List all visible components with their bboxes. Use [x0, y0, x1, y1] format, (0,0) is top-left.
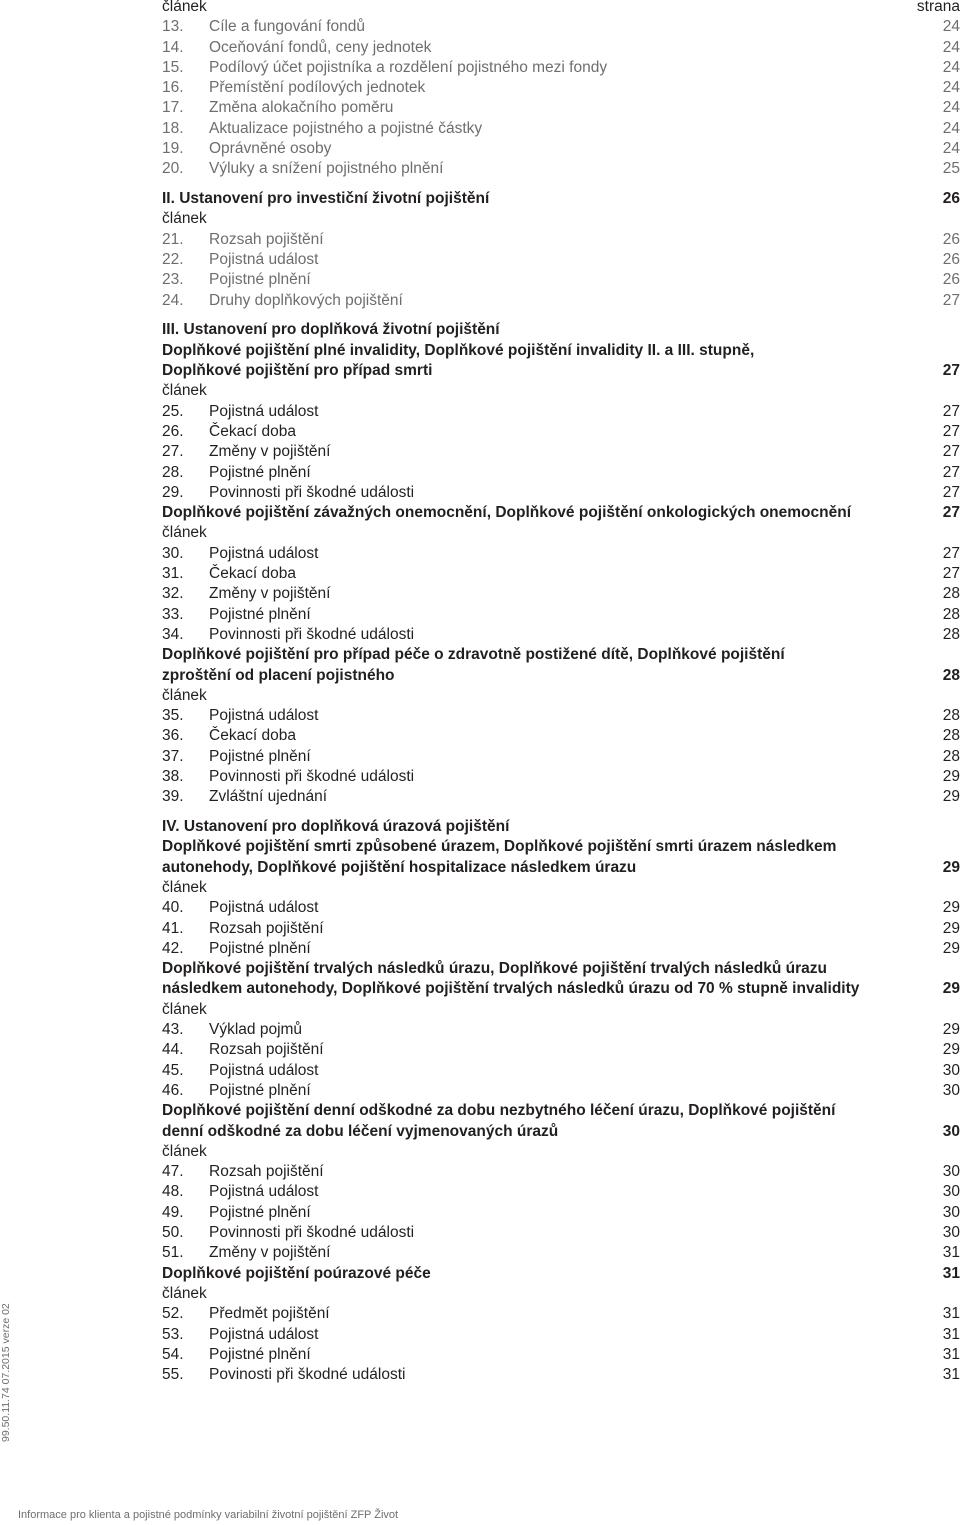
toc-entry-number: 26. — [162, 422, 184, 440]
toc-entry-page: 29 — [942, 767, 960, 785]
toc-entry-label: Pojistná událost — [209, 251, 319, 269]
toc-entry-label: Rozsah pojištění — [209, 1041, 324, 1059]
section-heading-label: Doplňkové pojištění smrti způsobené úrazem, Doplňkové pojištění smrti úrazem následkem — [162, 838, 837, 856]
column-head-article: článek — [162, 382, 207, 400]
column-head-row — [162, 381, 960, 401]
toc-entry-label: Podílový účet pojistníka a rozdělení pojistného mezi fondy — [209, 58, 608, 76]
toc-entry-page: 29 — [942, 1041, 960, 1059]
toc-entry-page: 31 — [942, 1305, 960, 1323]
toc-entry-label: Předmět pojištění — [209, 1305, 330, 1323]
toc-entry — [162, 1345, 960, 1365]
toc-entry-number: 22. — [162, 251, 184, 269]
toc-entry — [162, 17, 960, 37]
section-heading-label: Doplňkové pojištění závažných onemocnění, Doplňkové pojištění onkologických onemocnění — [162, 504, 852, 522]
toc-entry-number: 55. — [162, 1366, 184, 1384]
toc-entry-label: Pojistné plnění — [209, 605, 311, 623]
toc-entry-number: 16. — [162, 79, 184, 97]
toc-entry — [162, 564, 960, 584]
section-heading — [162, 666, 960, 686]
toc-entry — [162, 270, 960, 290]
section-heading — [162, 959, 960, 979]
toc-entry-page: 28 — [942, 625, 960, 643]
toc-entry-page: 27 — [942, 422, 960, 440]
toc-entry — [162, 402, 960, 422]
toc-entry-page: 30 — [942, 1224, 960, 1242]
toc-entry-page: 24 — [942, 18, 960, 36]
toc-entry-page: 28 — [942, 585, 960, 603]
toc-entry-page: 26 — [942, 230, 960, 248]
toc-entry — [162, 939, 960, 959]
section-heading-page: 27 — [942, 504, 960, 522]
toc-entry-number: 39. — [162, 788, 184, 806]
toc-entry — [162, 767, 960, 787]
column-head-row — [162, 1142, 960, 1162]
toc-entry-number: 27. — [162, 443, 184, 461]
section-heading-label: zproštění od placení pojistného — [162, 666, 395, 684]
toc-entry — [162, 1061, 960, 1081]
toc-entry-label: Změny v pojištění — [209, 1244, 331, 1262]
toc-entry — [162, 291, 960, 311]
toc-entry — [162, 605, 960, 625]
toc-entry — [162, 119, 960, 139]
section-heading — [162, 1122, 960, 1142]
toc-entry — [162, 706, 960, 726]
toc-entry-page: 29 — [942, 939, 960, 957]
section-heading — [162, 1264, 960, 1284]
toc-entry-number: 43. — [162, 1021, 184, 1039]
toc-entry-number: 44. — [162, 1041, 184, 1059]
toc-entry-number: 36. — [162, 727, 184, 745]
column-head-row — [162, 209, 960, 229]
toc-entry-label: Změny v pojištění — [209, 585, 331, 603]
toc-entry — [162, 544, 960, 564]
toc-entry — [162, 1040, 960, 1060]
toc-entry — [162, 1325, 960, 1345]
toc-entry-page: 26 — [942, 251, 960, 269]
toc-entry-label: Oprávněné osoby — [209, 140, 332, 158]
toc-entry-page: 24 — [942, 58, 960, 76]
toc-entry-page: 25 — [942, 160, 960, 178]
document-code: 99.50.11.74 07.2015 verze 02 — [0, 1303, 12, 1442]
toc-entry-label: Cíle a fungování fondů — [209, 18, 365, 36]
section-heading-label: III. Ustanovení pro doplňková životní pojištění — [162, 321, 500, 339]
toc-entry-number: 25. — [162, 402, 184, 420]
toc-entry-page: 30 — [942, 1203, 960, 1221]
toc-entry-number: 50. — [162, 1224, 184, 1242]
toc-entry-label: Změny v pojištění — [209, 443, 331, 461]
section-heading-label: Doplňkové pojištění pro případ péče o zdravotně postižené dítě, Doplňkové pojištění — [162, 646, 785, 664]
toc-entry-page: 27 — [942, 291, 960, 309]
toc-entry-label: Výklad pojmů — [209, 1021, 303, 1039]
section-gap — [162, 808, 960, 818]
section-heading — [162, 320, 960, 340]
toc-entry-label: Pojistná událost — [209, 1325, 319, 1343]
toc-entry — [162, 250, 960, 270]
column-head-page: strana — [916, 0, 960, 15]
toc-entry-label: Pojistné plnění — [209, 747, 311, 765]
toc-entry-label: Aktualizace pojistného a pojistné částky — [209, 119, 483, 137]
section-heading-page: 29 — [942, 980, 960, 998]
toc-entry-label: Pojistné plnění — [209, 939, 311, 957]
toc-entry-label: Oceňování fondů, ceny jednotek — [209, 38, 432, 56]
toc-entry-label: Čekací doba — [209, 565, 297, 583]
toc-entry-page: 31 — [942, 1345, 960, 1363]
toc-entry-label: Čekací doba — [209, 422, 297, 440]
toc-entry-label: Zvláštní ujednání — [209, 788, 328, 806]
toc-entry-number: 53. — [162, 1325, 184, 1343]
column-head-article: článek — [162, 524, 207, 542]
toc-entry — [162, 747, 960, 767]
column-head-row — [162, 878, 960, 898]
toc-entry-page: 24 — [942, 99, 960, 117]
toc-entry — [162, 1304, 960, 1324]
toc-entry — [162, 442, 960, 462]
toc-entry-label: Přemístění podílových jednotek — [209, 79, 426, 97]
section-heading-page: 27 — [942, 362, 960, 380]
toc-entry-number: 42. — [162, 939, 184, 957]
toc-entry-page: 27 — [942, 463, 960, 481]
section-heading-label: Doplňkové pojištění trvalých následků úrazu, Doplňkové pojištění trvalých následků úrazu — [162, 960, 827, 978]
toc-entry-page: 29 — [942, 788, 960, 806]
toc-entry-label: Povinnosti při škodné události — [209, 625, 415, 643]
toc-entry — [162, 1365, 960, 1385]
toc-entry-page: 28 — [942, 727, 960, 745]
toc-entry-label: Pojistná událost — [209, 402, 319, 420]
section-heading-page: 31 — [942, 1264, 960, 1282]
toc-entry-number: 17. — [162, 99, 184, 117]
toc-entry-number: 45. — [162, 1061, 184, 1079]
column-head-article: článek — [162, 1142, 207, 1160]
toc-entry-number: 15. — [162, 58, 184, 76]
toc-entry-label: Povinnosti při škodné události — [209, 1224, 415, 1242]
column-head-article: článek — [162, 1000, 207, 1018]
toc-entry — [162, 98, 960, 118]
toc-entry — [162, 1182, 960, 1202]
toc-entry-number: 13. — [162, 18, 184, 36]
column-head-article: článek — [162, 0, 207, 15]
section-heading-page: 30 — [942, 1122, 960, 1140]
toc-entry-number: 14. — [162, 38, 184, 56]
toc-entry-number: 34. — [162, 625, 184, 643]
toc-entry — [162, 787, 960, 807]
toc-entry — [162, 38, 960, 58]
column-head-row — [162, 686, 960, 706]
column-head-row — [162, 1000, 960, 1020]
section-gap — [162, 180, 960, 190]
section-heading-label: II. Ustanovení pro investiční životní pojištění — [162, 190, 490, 208]
section-heading — [162, 1101, 960, 1121]
column-head-article: článek — [162, 1284, 207, 1302]
column-head-article: článek — [162, 210, 207, 228]
toc-entry-label: Čekací doba — [209, 727, 297, 745]
section-heading — [162, 837, 960, 857]
section-heading-label: Doplňkové pojištění plné invalidity, Doplňkové pojištění invalidity II. a III. stupně, — [162, 341, 755, 359]
toc-entry-label: Povinnosti při škodné události — [209, 483, 415, 501]
toc-entry — [162, 78, 960, 98]
column-head-row — [162, 1284, 960, 1304]
toc-entry-page: 24 — [942, 38, 960, 56]
toc-entry-number: 24. — [162, 291, 184, 309]
toc-entry-page: 27 — [942, 544, 960, 562]
toc-entry-number: 41. — [162, 919, 184, 937]
toc-entry-number: 29. — [162, 483, 184, 501]
toc-entry-label: Pojistné plnění — [209, 1081, 311, 1099]
toc-entry-number: 28. — [162, 463, 184, 481]
toc-entry-label: Změna alokačního poměru — [209, 99, 394, 117]
column-head-article: článek — [162, 686, 207, 704]
toc-entry-page: 24 — [942, 79, 960, 97]
toc-entry-number: 35. — [162, 707, 184, 725]
toc-entry-label: Pojistná událost — [209, 899, 319, 917]
section-heading — [162, 503, 960, 523]
section-heading — [162, 361, 960, 381]
toc-entry — [162, 463, 960, 483]
toc-entry-label: Pojistné plnění — [209, 463, 311, 481]
toc-entry-page: 31 — [942, 1325, 960, 1343]
toc-entry — [162, 898, 960, 918]
toc-entry-label: Povinosti při škodné události — [209, 1366, 406, 1384]
toc-entry-number: 54. — [162, 1345, 184, 1363]
toc-entry-number: 49. — [162, 1203, 184, 1221]
toc-entry — [162, 159, 960, 179]
section-heading — [162, 817, 960, 837]
toc-entry-page: 30 — [942, 1061, 960, 1079]
toc-entry-label: Pojistná událost — [209, 1061, 319, 1079]
section-gap — [162, 311, 960, 321]
toc-entry-page: 29 — [942, 899, 960, 917]
toc-entry — [162, 483, 960, 503]
toc-entry-number: 38. — [162, 767, 184, 785]
toc-entry — [162, 230, 960, 250]
toc-entry-label: Rozsah pojištění — [209, 230, 324, 248]
section-heading-label: Doplňkové pojištění denní odškodné za dobu nezbytného léčení úrazu, Doplňkové pojištění — [162, 1102, 836, 1120]
toc-entry-number: 52. — [162, 1305, 184, 1323]
toc-entry-label: Rozsah pojištění — [209, 919, 324, 937]
section-heading-page: 26 — [942, 190, 960, 208]
toc-entry-page: 27 — [942, 565, 960, 583]
toc-entry — [162, 1203, 960, 1223]
page-footer: Informace pro klienta a pojistné podmínky variabilní životní pojištění ZFP Život — [18, 1509, 399, 1521]
table-of-contents — [162, 0, 960, 1385]
toc-entry — [162, 422, 960, 442]
toc-entry-page: 30 — [942, 1183, 960, 1201]
toc-entry-page: 28 — [942, 747, 960, 765]
toc-entry-page: 24 — [942, 140, 960, 158]
section-heading-label: IV. Ustanovení pro doplňková úrazová pojištění — [162, 818, 510, 836]
toc-entry-page: 31 — [942, 1244, 960, 1262]
toc-entry — [162, 1162, 960, 1182]
toc-entry-page: 27 — [942, 443, 960, 461]
toc-entry-page: 28 — [942, 605, 960, 623]
section-heading — [162, 189, 960, 209]
toc-entry-page: 30 — [942, 1163, 960, 1181]
toc-entry-label: Výluky a snížení pojistného plnění — [209, 160, 444, 178]
section-heading-label: denní odškodné za dobu léčení vyjmenovaných úrazů — [162, 1122, 559, 1140]
toc-entry-page: 28 — [942, 707, 960, 725]
toc-entry — [162, 1223, 960, 1243]
toc-entry — [162, 1020, 960, 1040]
toc-entry-page: 24 — [942, 119, 960, 137]
toc-entry-number: 40. — [162, 899, 184, 917]
section-heading-label: následkem autonehody, Doplňkové pojištění trvalých následků úrazu od 70 % stupně invalidity — [162, 980, 860, 998]
toc-entry-number: 48. — [162, 1183, 184, 1201]
toc-entry — [162, 1081, 960, 1101]
toc-entry-label: Pojistné plnění — [209, 1203, 311, 1221]
toc-entry-label: Pojistné plnění — [209, 271, 311, 289]
section-heading-page: 28 — [942, 666, 960, 684]
toc-entry-number: 30. — [162, 544, 184, 562]
toc-entry-number: 18. — [162, 119, 184, 137]
toc-entry — [162, 584, 960, 604]
toc-entry-number: 19. — [162, 140, 184, 158]
toc-entry-page: 27 — [942, 483, 960, 501]
toc-entry-page: 31 — [942, 1366, 960, 1384]
toc-entry — [162, 919, 960, 939]
toc-entry-label: Pojistné plnění — [209, 1345, 311, 1363]
toc-entry-page: 30 — [942, 1081, 960, 1099]
toc-entry-number: 20. — [162, 160, 184, 178]
column-head-row — [162, 0, 960, 17]
toc-entry-page: 29 — [942, 1021, 960, 1039]
toc-entry-label: Pojistná událost — [209, 1183, 319, 1201]
toc-entry-number: 37. — [162, 747, 184, 765]
toc-entry — [162, 726, 960, 746]
toc-entry-label: Rozsah pojištění — [209, 1163, 324, 1181]
toc-entry-label: Pojistná událost — [209, 544, 319, 562]
toc-entry-number: 51. — [162, 1244, 184, 1262]
toc-entry-label: Povinnosti při škodné události — [209, 767, 415, 785]
column-head-article: článek — [162, 878, 207, 896]
toc-entry-page: 27 — [942, 402, 960, 420]
toc-entry-number: 21. — [162, 230, 184, 248]
section-heading-page: 29 — [942, 858, 960, 876]
toc-entry — [162, 58, 960, 78]
toc-entry — [162, 625, 960, 645]
section-heading — [162, 858, 960, 878]
toc-entry — [162, 1243, 960, 1263]
toc-entry-number: 46. — [162, 1081, 184, 1099]
toc-entry — [162, 139, 960, 159]
toc-entry-page: 26 — [942, 271, 960, 289]
toc-entry-number: 23. — [162, 271, 184, 289]
toc-entry-page: 29 — [942, 919, 960, 937]
section-heading-label: Doplňkové pojištění poúrazové péče — [162, 1264, 431, 1282]
toc-entry-number: 33. — [162, 605, 184, 623]
section-heading — [162, 645, 960, 665]
section-heading-label: Doplňkové pojištění pro případ smrti — [162, 362, 433, 380]
toc-entry-number: 47. — [162, 1163, 184, 1181]
toc-entry-label: Pojistná událost — [209, 707, 319, 725]
section-heading — [162, 341, 960, 361]
toc-entry-number: 32. — [162, 585, 184, 603]
column-head-row — [162, 523, 960, 543]
section-heading-label: autonehody, Doplňkové pojištění hospitalizace následkem úrazu — [162, 858, 637, 876]
section-heading — [162, 979, 960, 999]
toc-entry-label: Druhy doplňkových pojištění — [209, 291, 403, 309]
toc-entry-number: 31. — [162, 565, 184, 583]
